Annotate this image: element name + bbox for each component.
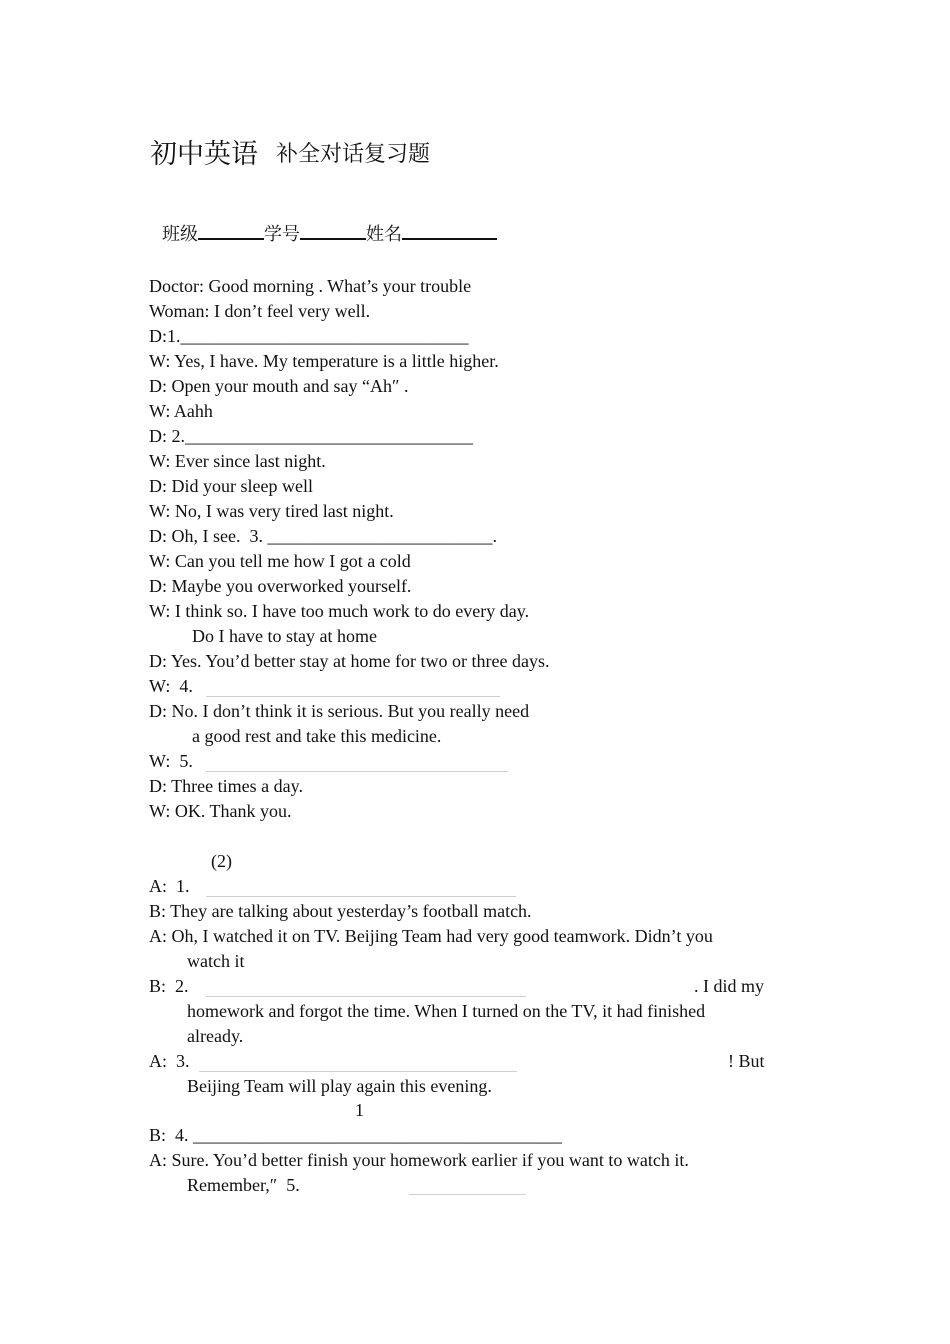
number-blank[interactable]	[300, 222, 366, 240]
dialogue-line: Do I have to stay at home	[192, 626, 377, 646]
section-heading: (2)	[211, 851, 232, 871]
dialogue-line: W: Can you tell me how I got a cold	[149, 551, 411, 571]
dialogue-line-blank-5: W: 5.	[149, 751, 193, 771]
name-blank[interactable]	[402, 222, 497, 240]
page-subtitle: 补全对话复习题	[276, 141, 431, 166]
dialogue-line-blank-5: Remember,″ 5.	[187, 1175, 300, 1195]
dialogue-line: A: Sure. You’d better finish your homework earlier if you want to watch it.	[149, 1150, 689, 1170]
dialogue-line-continuation: ! But	[728, 1051, 765, 1071]
dialogue-line: Doctor: Good morning . What’s your trouble	[149, 276, 472, 296]
dialogue-line: D: Did your sleep well	[149, 476, 313, 496]
dialogue-line: D: No. I don’t think it is serious. But you really need	[149, 701, 530, 721]
dialogue-line: homework and forgot the time. When I turned on the TV, it had finished	[187, 1001, 706, 1021]
dialogue-line: Beijing Team will play again this evening.	[187, 1076, 492, 1096]
dialogue-line-blank-2: D: 2.________________________________	[149, 426, 473, 446]
dialogue-line: D: Yes. You’d better stay at home for two or three days.	[149, 651, 550, 671]
answer-blank-5[interactable]	[409, 1194, 526, 1195]
page-title: 初中英语	[150, 139, 258, 169]
dialogue-line-blank-4: W: 4.	[149, 676, 193, 696]
answer-blank-2[interactable]	[206, 996, 526, 997]
dialogue-line: W: I think so. I have too much work to do every day.	[149, 601, 530, 621]
dialogue-line: W: OK. Thank you.	[149, 801, 292, 821]
class-blank[interactable]	[198, 222, 264, 240]
dialogue-line: D: Open your mouth and say “Ah″ .	[149, 376, 409, 396]
dialogue-line-blank-2: B: 2.	[149, 976, 189, 996]
answer-blank-3[interactable]	[199, 1071, 517, 1072]
dialogue-line: a good rest and take this medicine.	[192, 726, 442, 746]
dialogue-line: A: Oh, I watched it on TV. Beijing Team had very good teamwork. Didn’t you	[149, 926, 713, 946]
dialogue-line: W: Yes, I have. My temperature is a little higher.	[149, 351, 499, 371]
class-label: 班级	[162, 224, 198, 244]
student-info-row	[153, 199, 497, 246]
name-label: 姓名	[366, 224, 402, 244]
dialogue-line: B: They are talking about yesterday’s football match.	[149, 901, 532, 921]
answer-blank-1[interactable]	[206, 896, 516, 897]
dialogue-line-blank-3: D: Oh, I see. 3. _________________________.	[149, 526, 497, 546]
dialogue-line-blank-4: B: 4. _________________________________________	[149, 1125, 563, 1145]
dialogue-line-blank-3: A: 3.	[149, 1051, 190, 1071]
dialogue-line: already.	[187, 1026, 244, 1046]
dialogue-line-blank-1: A: 1.	[149, 876, 190, 896]
number-label: 学号	[264, 224, 300, 244]
dialogue-line: D: Maybe you overworked yourself.	[149, 576, 412, 596]
dialogue-line: D: Three times a day.	[149, 776, 303, 796]
answer-blank-5[interactable]	[206, 771, 508, 772]
dialogue-line: watch it	[187, 951, 245, 971]
dialogue-line: Woman: I don’t feel very well.	[149, 301, 371, 321]
dialogue-line: W: Aahh	[149, 401, 213, 421]
dialogue-line-continuation: . I did my	[694, 976, 764, 996]
dialogue-line: W: Ever since last night.	[149, 451, 326, 471]
dialogue-line-blank-1: D:1.________________________________	[149, 326, 469, 346]
answer-blank-4[interactable]	[206, 696, 500, 697]
dialogue-line: W: No, I was very tired last night.	[149, 501, 394, 521]
page-number: 1	[355, 1100, 364, 1120]
